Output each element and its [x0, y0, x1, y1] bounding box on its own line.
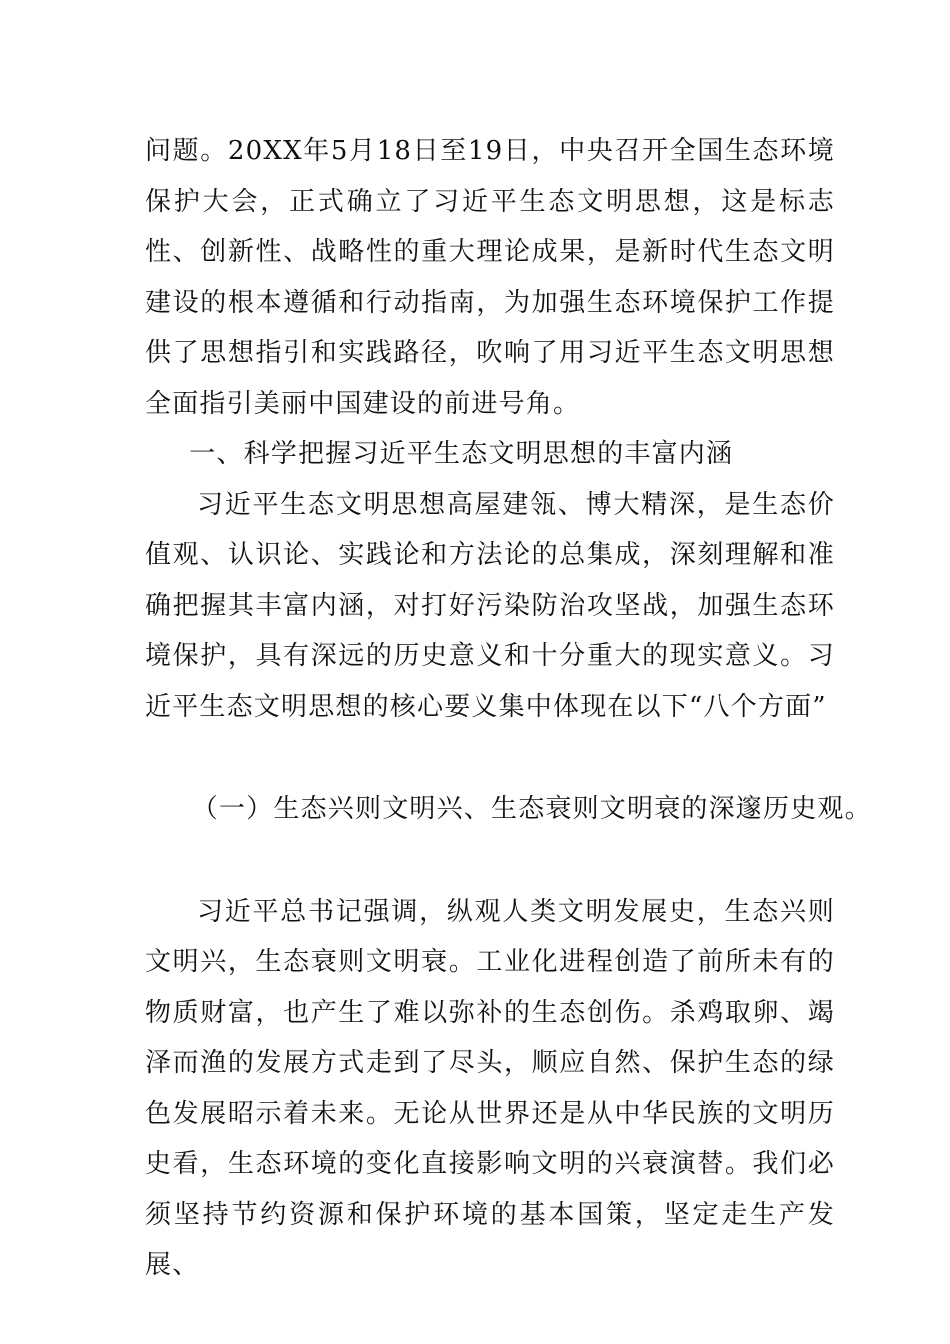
- subheading: （一）生态兴则文明兴、生态衰则文明衰的深邃历史观。: [191, 794, 872, 824]
- section-paragraph: 习近平生态文明思想高屋建瓴、博大精深，是生态价值观、认识论、实践论和方法论的总集成，深刻理解和准确把握其丰富内涵，对打好污染防治攻坚战，加强生态环境保护，具有深远的历史意义和十分重大的现实意义。习近平生态文明思想的核心要义集中体现在以下“八个方面”: [145, 489, 835, 722]
- continued-paragraph: 问题。20XX年5月18日至19日，中央召开全国生态环境保护大会，正式确立了习近平生态文明思想，这是标志性、创新性、战略性的重大理论成果，是新时代生态文明建设的根本遵循和行动指南，为加强生态环境保护工作提供了思想指引和实践路径，吹响了用习近平生态文明思想全面指引美丽中国建设的前进号角。: [145, 136, 835, 419]
- document-body: [145, 126, 872, 1291]
- subheading-paragraph: 习近平总书记强调，纵观人类文明发展史，生态兴则文明兴，生态衰则文明衰。工业化进程创造了前所未有的物质财富，也产生了难以弥补的生态创伤。杀鸡取卵、竭泽而渔的发展方式走到了尽头，顺应自然、保护生态的绿色发展昭示着未来。无论从世界还是从中华民族的文明历史看，生态环境的变化直接影响文明的兴衰演替。我们必须坚持节约资源和保护环境的基本国策，坚定走生产发展、: [145, 896, 835, 1280]
- section-heading: 一、科学把握习近平生态文明思想的丰富内涵: [189, 439, 734, 469]
